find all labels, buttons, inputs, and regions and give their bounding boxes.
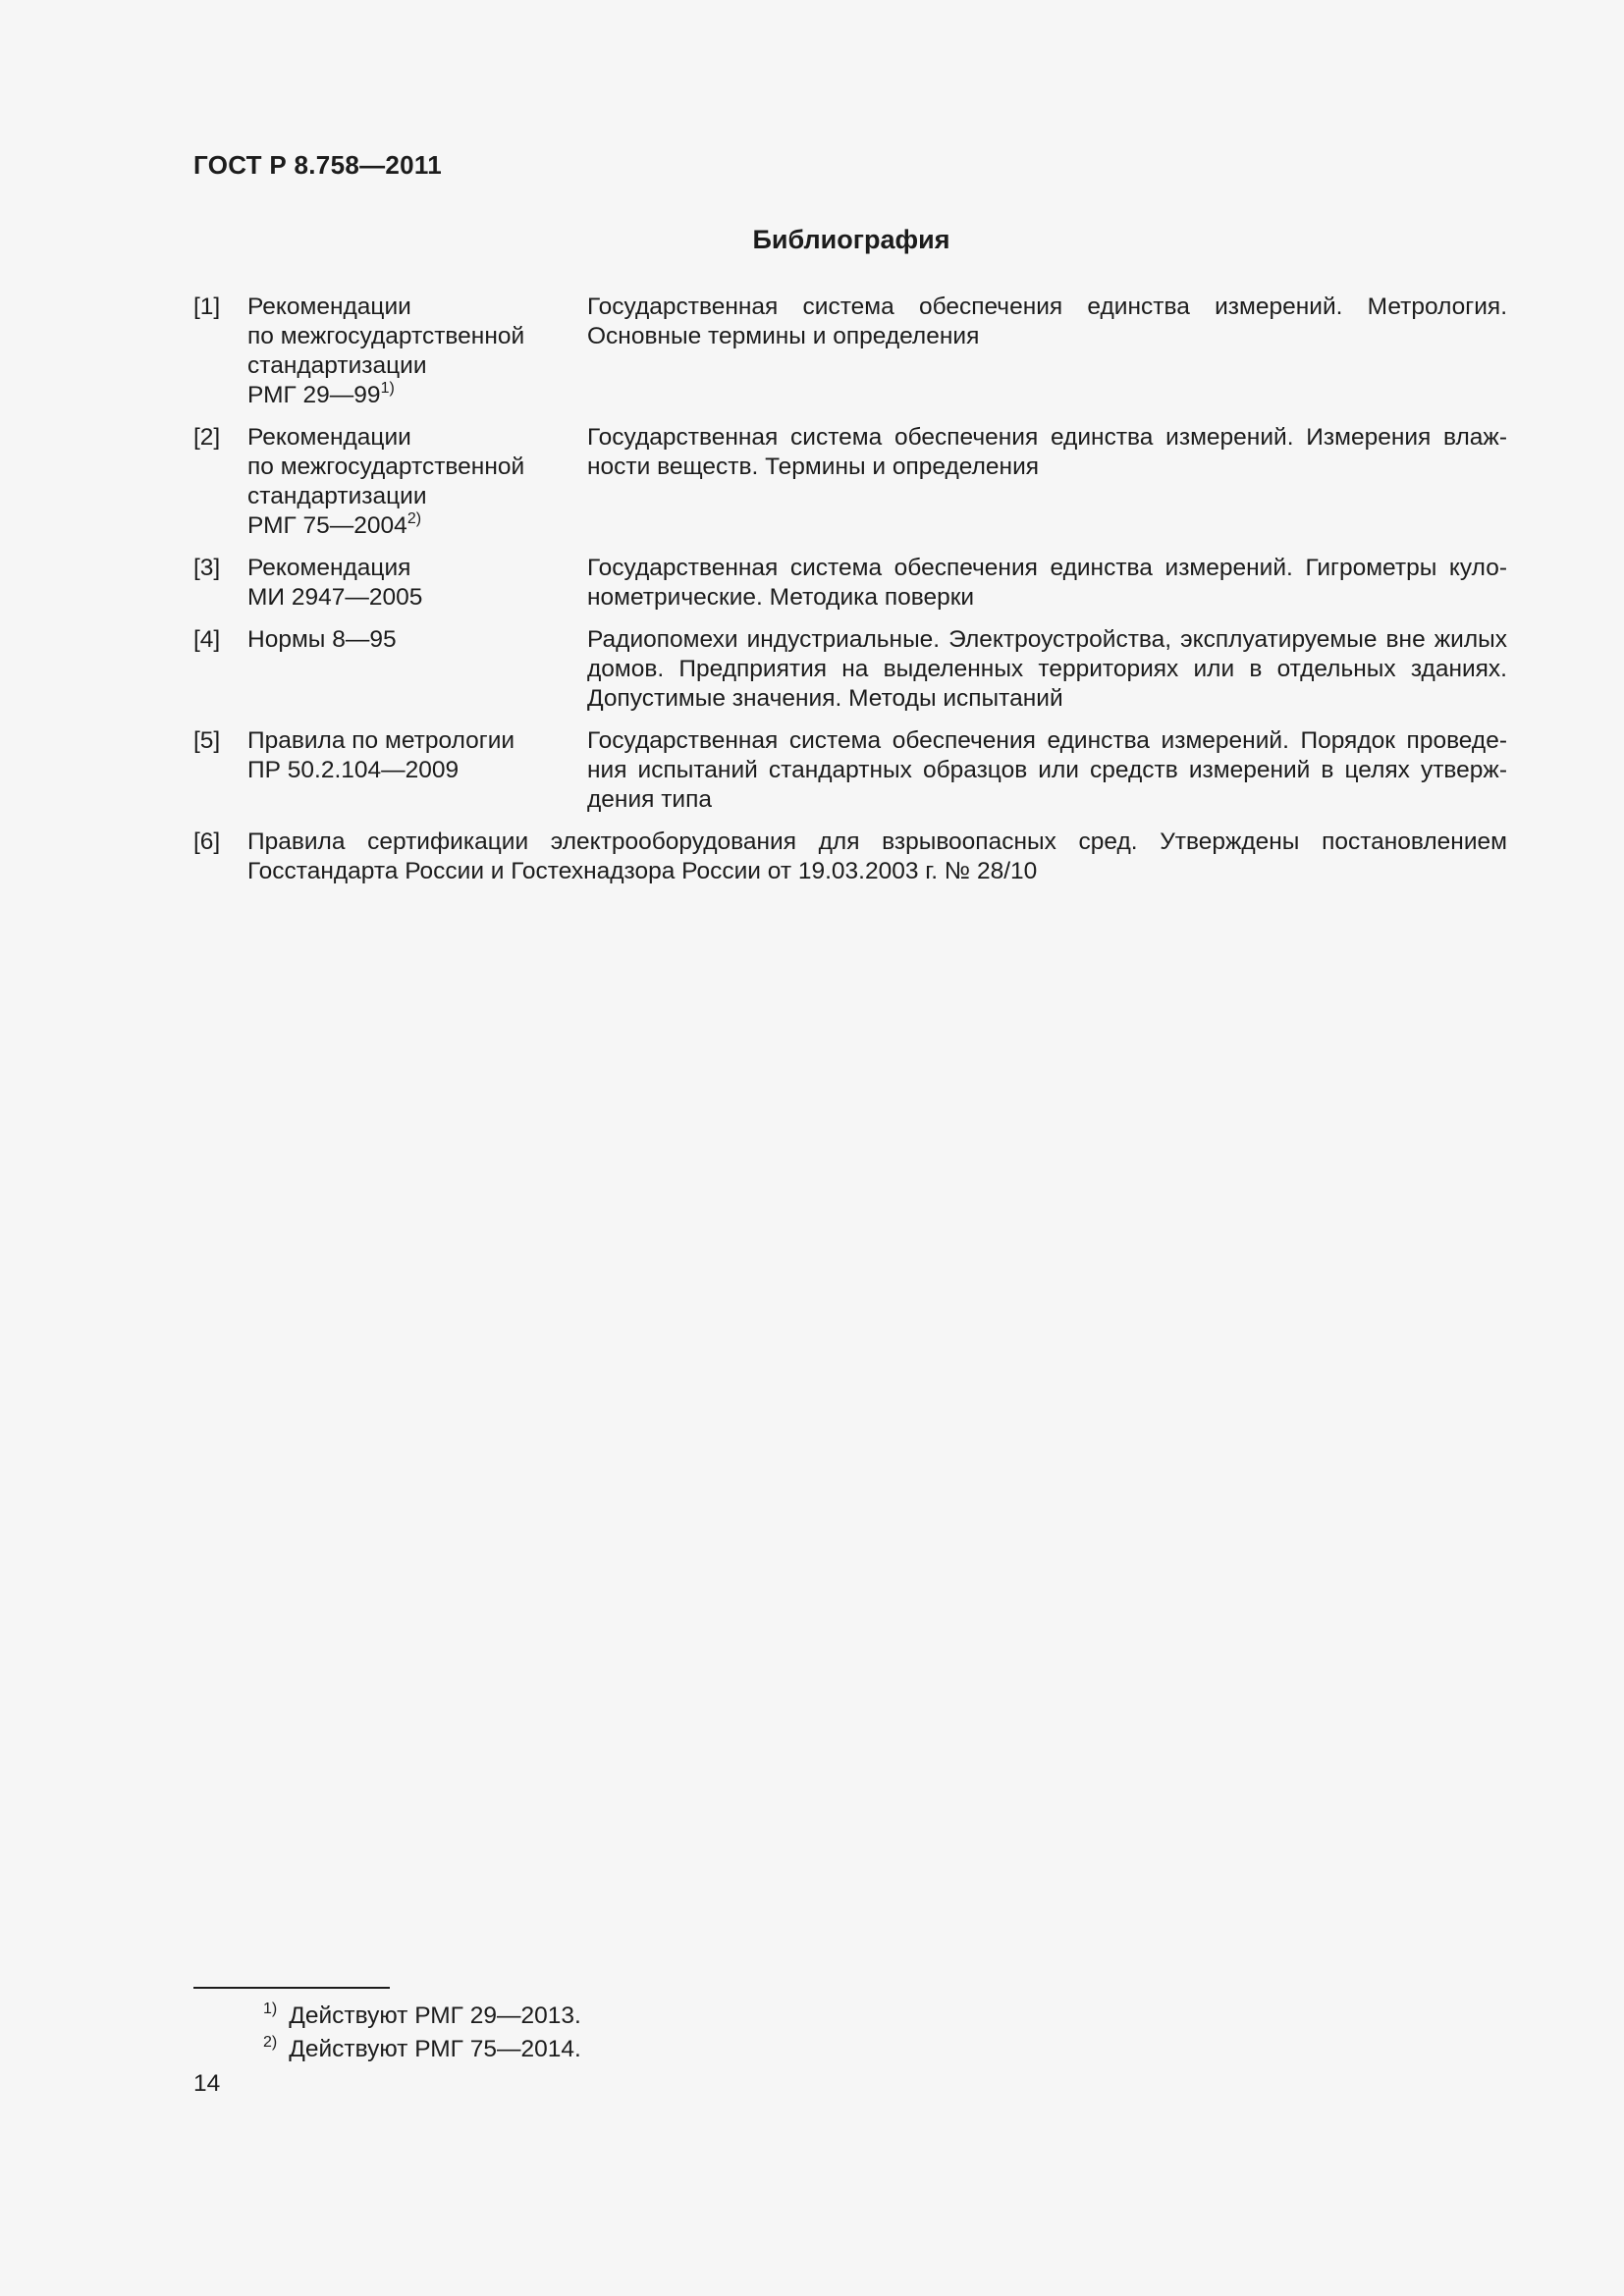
- entry-reference: [247, 293, 532, 410]
- footnote-mark: 1): [263, 2001, 278, 2017]
- entry-description: Государственная система обеспечения единства измерений. Порядок проведения испытаний стандартных образцов или средств измерений в целях утверждения типа: [587, 727, 1507, 813]
- footnote-text: Действуют РМГ 75—2014.: [289, 2036, 581, 2062]
- footnote-separator: [193, 1987, 390, 1989]
- entry-number: [5]: [193, 727, 221, 754]
- section-title: Библиография: [752, 225, 950, 254]
- entry-full-text: Правила сертификации электрооборудования для взрывоопасных сред. Утверждены постановлением Госстандарта России и Гостехнадзора России от 19.03.2003 г. № 28/10: [247, 828, 1507, 884]
- ref-line: Нормы 8—95: [247, 626, 397, 653]
- page-number: 14: [193, 2070, 221, 2097]
- ref-code: РМГ 29—99: [247, 382, 381, 408]
- footnote: [263, 2000, 581, 2033]
- bibliography-entry: [193, 554, 1507, 613]
- bibliography-entry: [193, 423, 1507, 541]
- ref-line: стандартизации: [247, 352, 427, 379]
- footnote-ref: 2): [406, 510, 422, 527]
- ref-line: Рекомендация: [247, 555, 411, 581]
- ref-line: ПР 50.2.104—2009: [247, 757, 460, 783]
- footnote-mark: 2): [263, 2034, 278, 2051]
- entry-description: Государственная система обеспечения единства измерений. Метрология. Основные термины и определения: [587, 294, 1507, 349]
- ref-line: [247, 511, 532, 541]
- ref-line: по межгосудартственной: [247, 323, 525, 349]
- bibliography-entry: [193, 625, 1507, 714]
- entry-description: Государственная система обеспечения единства измерений. Гигрометры кулонометрические. Методика поверки: [587, 555, 1507, 611]
- footnote: [263, 2033, 581, 2066]
- entry-number: [2]: [193, 424, 221, 451]
- bibliography-entry: [193, 726, 1507, 815]
- ref-line: Рекомендации: [247, 294, 411, 320]
- ref-line: стандартизации: [247, 483, 427, 509]
- entry-number: [4]: [193, 626, 221, 653]
- ref-code: РМГ 75—2004: [247, 512, 407, 539]
- bibliography-list: [193, 293, 1507, 899]
- entry-number: [1]: [193, 294, 221, 320]
- entry-number: [3]: [193, 555, 221, 581]
- entry-number: [6]: [193, 828, 221, 855]
- bibliography-entry: [193, 828, 1507, 886]
- entry-reference: [247, 625, 532, 655]
- footnote-text: Действуют РМГ 29—2013.: [289, 2002, 581, 2029]
- ref-line: [247, 381, 532, 410]
- entry-description: Радиопомехи индустриальные. Электроустройства, эксплуатируемые вне жилых домов. Предприятия на выделенных территориях или в отдельных зданиях. Допустимые значения. Методы испытаний: [587, 626, 1507, 712]
- footnotes: [263, 2000, 581, 2066]
- ref-line: по межгосудартственной: [247, 454, 525, 480]
- entry-reference: [247, 554, 532, 613]
- ref-line: Правила по метрологии: [247, 727, 515, 754]
- entry-reference: [247, 423, 532, 541]
- entry-description: Государственная система обеспечения единства измерений. Измерения влажности веществ. Термины и определения: [587, 424, 1507, 480]
- ref-line: МИ 2947—2005: [247, 584, 423, 611]
- ref-line: Рекомендации: [247, 424, 411, 451]
- bibliography-entry: [193, 293, 1507, 410]
- footnote-ref: 1): [380, 380, 395, 397]
- document-code: ГОСТ Р 8.758—2011: [193, 150, 442, 180]
- entry-reference: [247, 726, 532, 785]
